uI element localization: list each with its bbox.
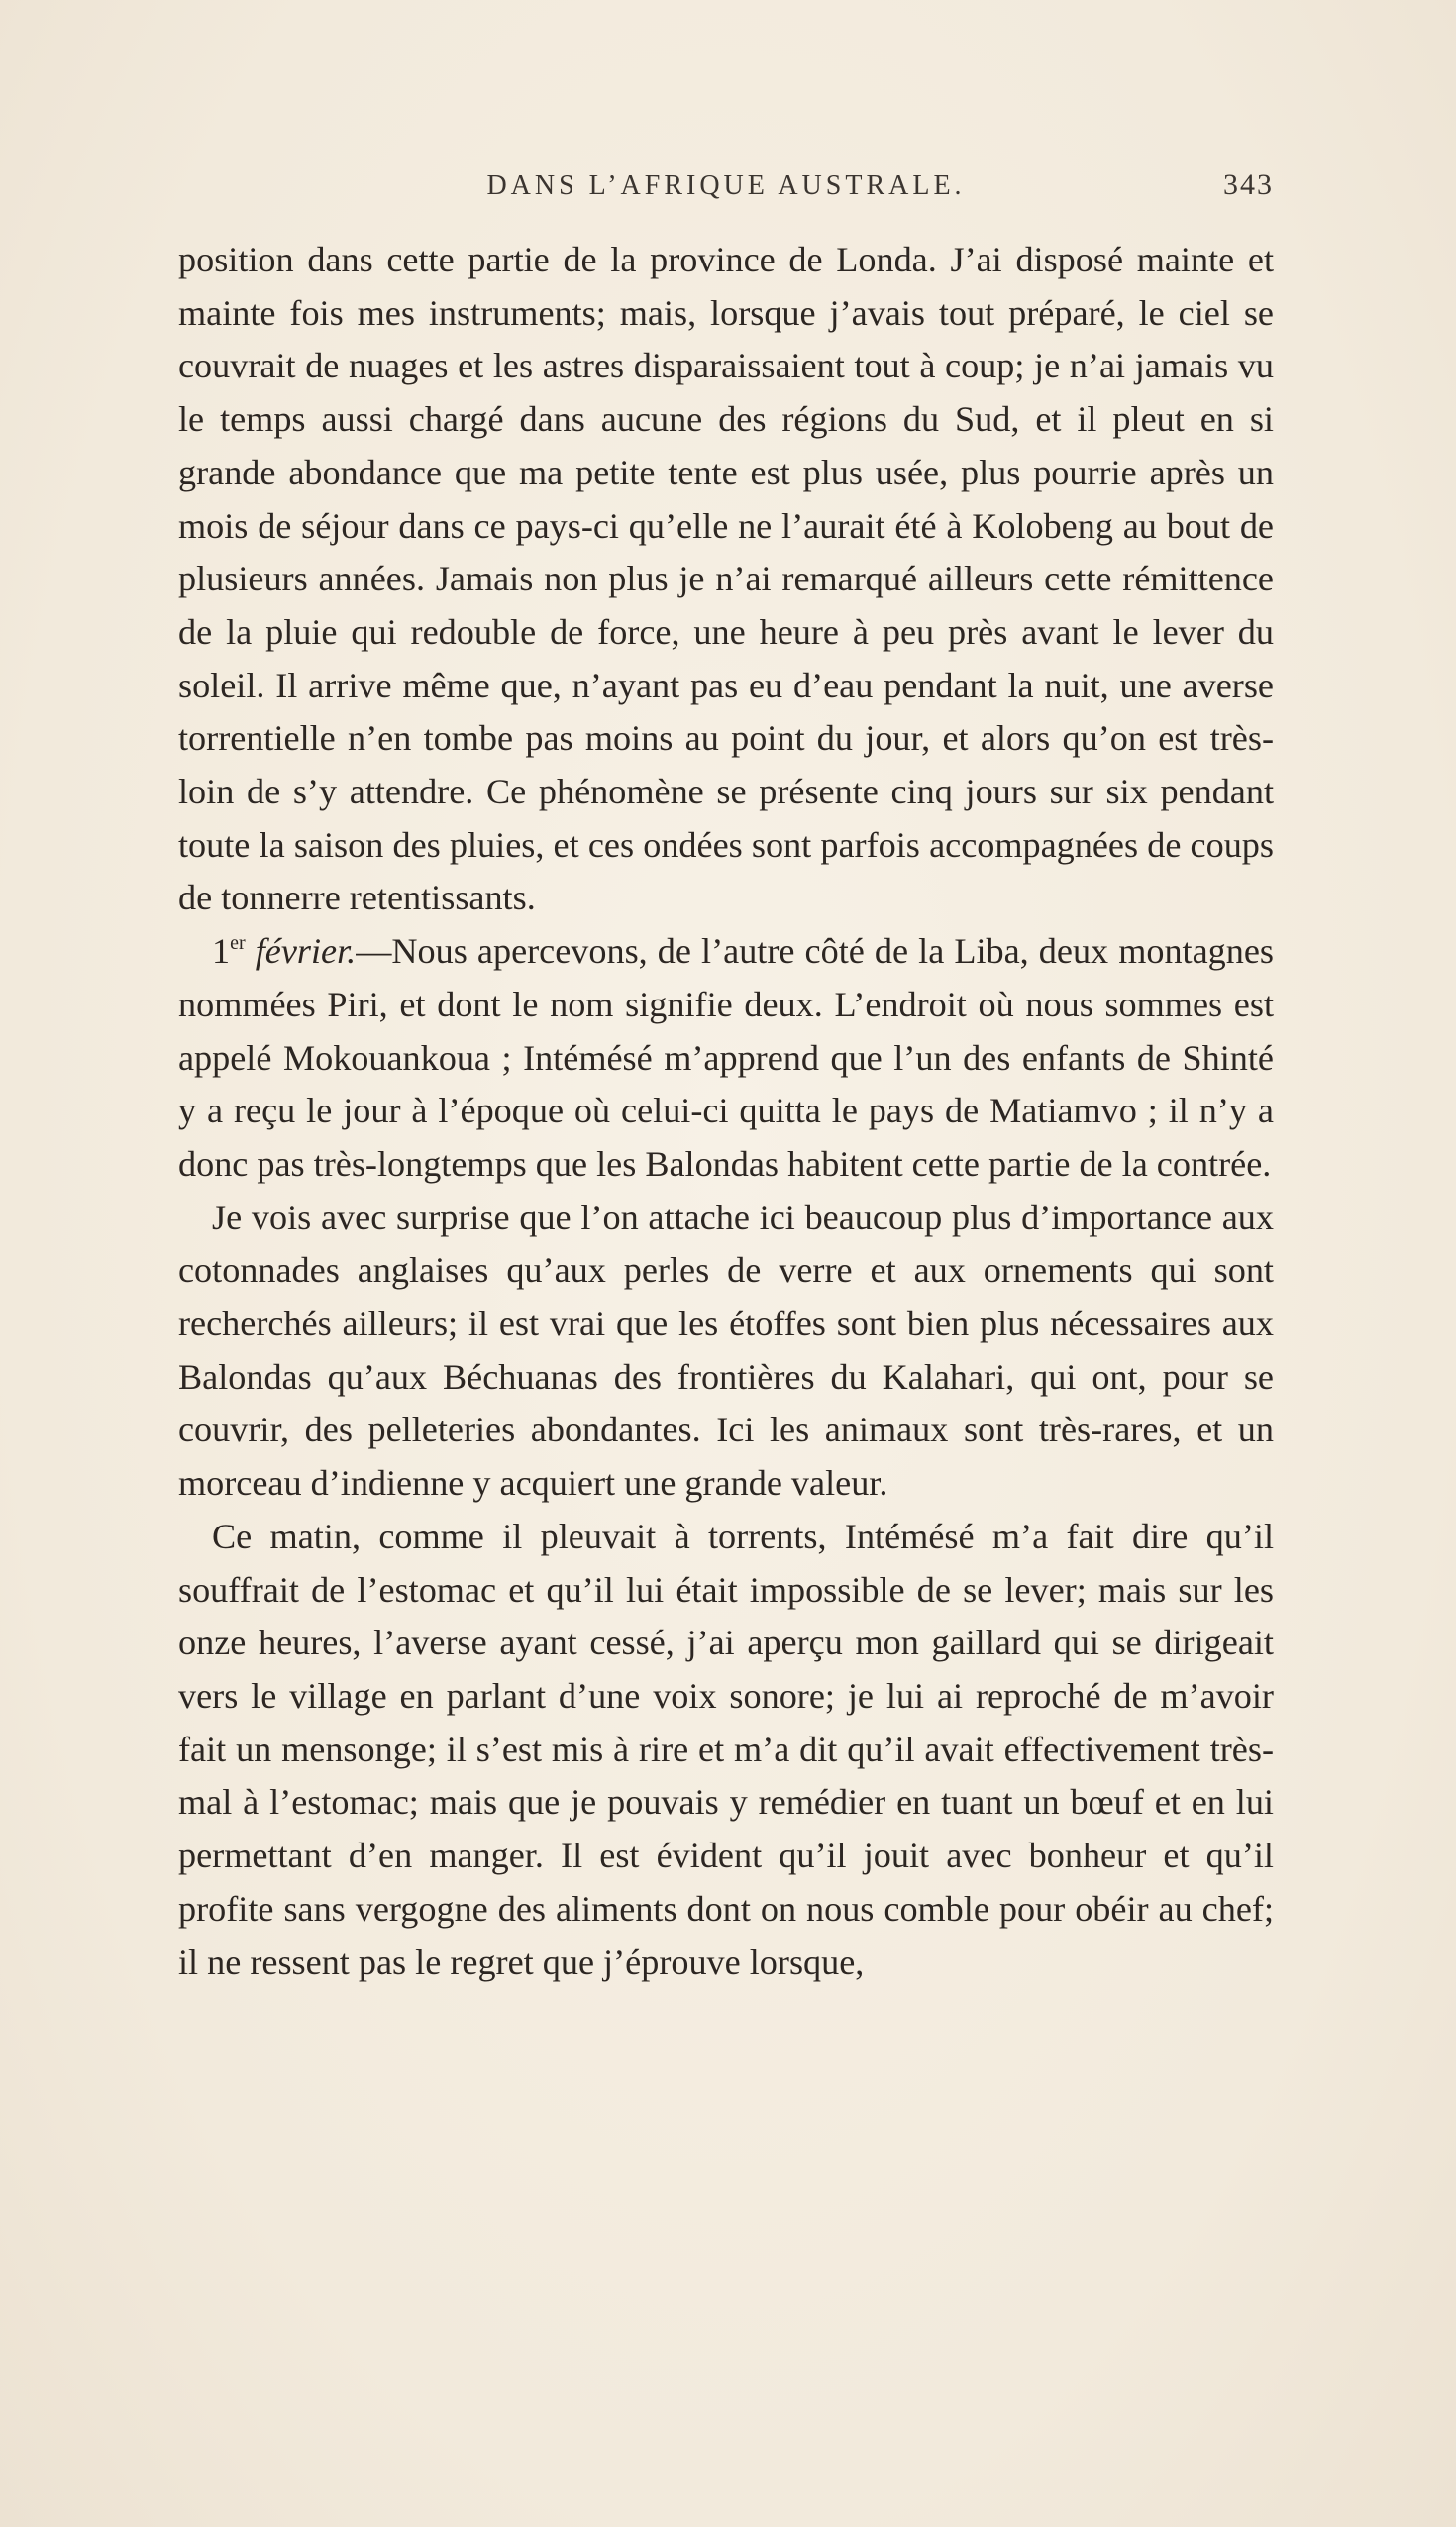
paragraph-2-text: —Nous apercevons, de l’autre côté de la Liba, deux montagnes nommées Piri, et dont le nom signifie deux. L’endroit où nous sommes est appelé Mokouankoua ; Intémésé m’apprend que l’un des enfants de Shinté y a reçu le jour à l’époque où celui-ci quitta le pays de Matiamvo ; il n’y a donc pas très-longtemps que les Balondas habitent cette partie de la contrée. bbox=[178, 931, 1274, 1184]
paragraph-2 bbox=[178, 925, 1274, 1192]
paragraph-3: Je vois avec surprise que l’on attache ici beaucoup plus d’importance aux cotonnades anglaises qu’aux perles de verre et aux ornements qui sont recherchés ailleurs; il est vrai que les étoffes sont bien plus nécessaires aux Balondas qu’aux Béchuanas des frontières du Kalahari, qui ont, pour se couvrir, des pelleteries abondantes. Ici les animaux sont très-rares, et un morceau d’indienne y acquiert une grande valeur. bbox=[178, 1197, 1274, 1504]
page-number: 343 bbox=[1223, 168, 1274, 201]
paragraph-4: Ce matin, comme il pleuvait à torrents, Intémésé m’a fait dire qu’il souffrait de l’estomac et qu’il lui était impossible de se lever; mais sur les onze heures, l’averse ayant cessé, j’ai aperçu mon gaillard qui se dirigeait vers le village en parlant d’une voix sonore; je lui ai reproché de m’avoir fait un mensonge; il s’est mis à rire et m’a dit qu’il avait effectivement très-mal à l’estomac; mais que je pouvais y remédier en tuant un bœuf et en lui permettant d’en manger. Il est évident qu’il jouit avec bonheur et qu’il profite sans vergogne des aliments dont on nous comble pour obéir au chef; il ne ressent pas le regret que j’éprouve lorsque, bbox=[178, 1516, 1274, 1982]
paragraph-1: position dans cette partie de la province de Londa. J’ai disposé mainte et mainte fois mes instruments; mais, lorsque j’avais tout préparé, le ciel se couvrait de nuages et les astres disparaissaient tout à coup; je n’ai jamais vu le temps aussi chargé dans aucune des régions du Sud, et il pleut en si grande abondance que ma petite tente est plus usée, plus pourrie après un mois de séjour dans ce pays-ci qu’elle ne l’aurait été à Kolobeng au bout de plusieurs années. Jamais non plus je n’ai remarqué ailleurs cette rémittence de la pluie qui redouble de force, une heure à peu près avant le lever du soleil. Il arrive même que, n’ayant pas eu d’eau pendant la nuit, une averse torrentielle n’en tombe pas moins au point du jour, et alors qu’on est très-loin de s’y attendre. Ce phénomène se présente cinq jours sur six pendant toute la saison des pluies, et ces ondées sont parfois accompagnées de coups de tonnerre retentissants. bbox=[178, 240, 1274, 918]
page-header bbox=[178, 166, 1274, 210]
running-head: DANS L’AFRIQUE AUSTRALE. bbox=[486, 170, 966, 201]
body-text bbox=[178, 234, 1274, 1989]
date-month: février. bbox=[255, 931, 357, 972]
date-day: 1 bbox=[212, 931, 231, 972]
date-superscript: er bbox=[230, 932, 246, 955]
